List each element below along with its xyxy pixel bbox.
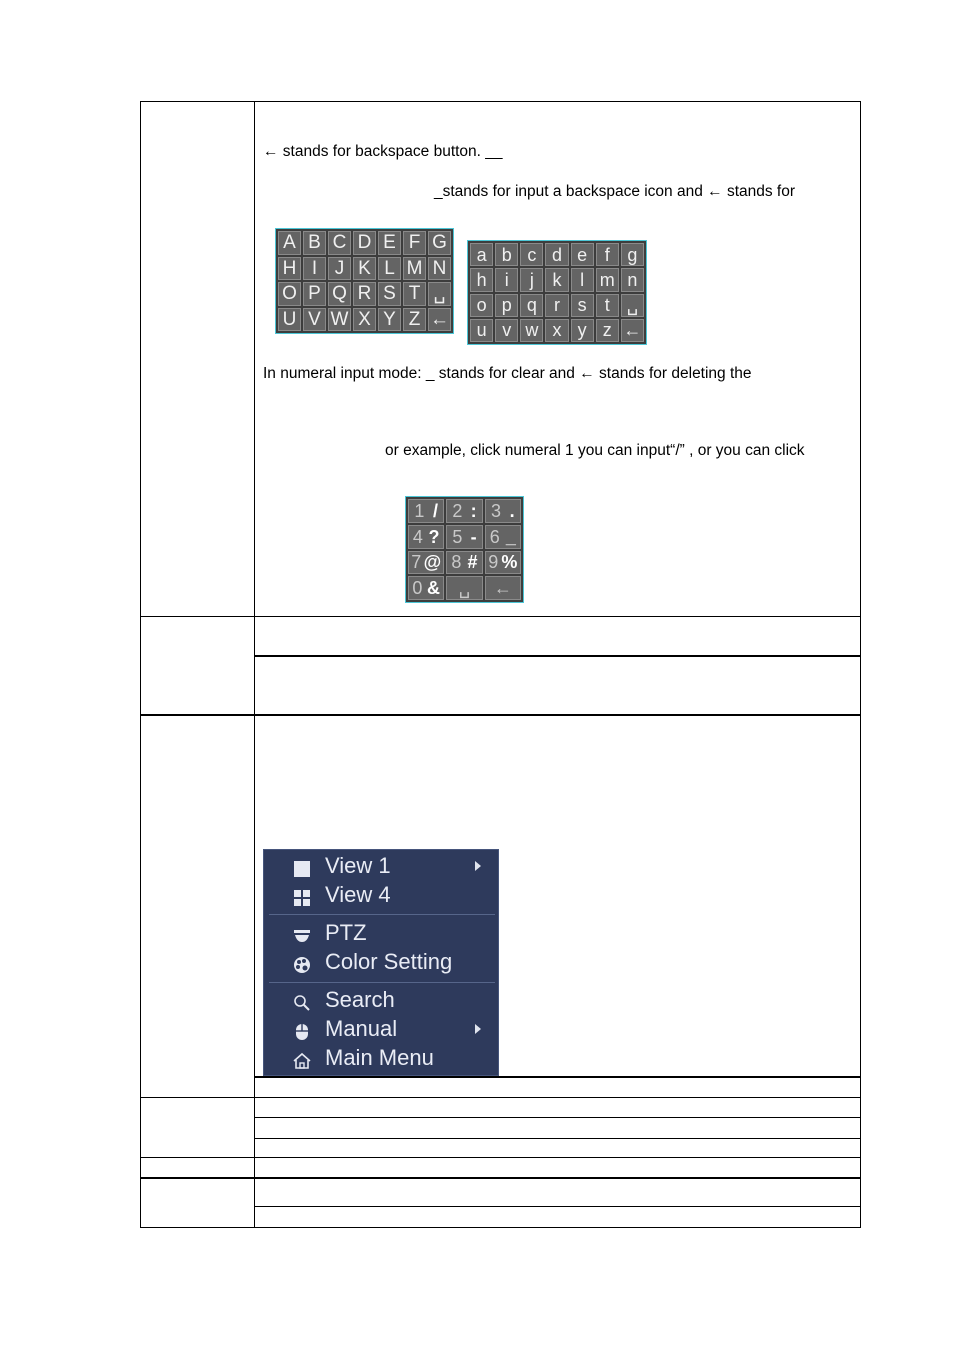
key-backspace[interactable] bbox=[485, 576, 521, 600]
key-secondary-char: @ bbox=[423, 552, 442, 573]
key-Z[interactable]: Z bbox=[403, 308, 426, 332]
menu-separator bbox=[269, 982, 495, 983]
key-n[interactable]: n bbox=[621, 268, 644, 291]
key-J[interactable]: J bbox=[328, 257, 351, 281]
key-o[interactable]: o bbox=[470, 294, 493, 317]
key-z[interactable]: z bbox=[596, 319, 619, 342]
key-W[interactable]: W bbox=[328, 308, 351, 332]
key-primary-char: ␣ bbox=[458, 578, 471, 599]
table-column-divider bbox=[254, 101, 255, 1228]
key-space[interactable]: ␣ bbox=[428, 282, 451, 306]
menu-item-label: View 4 bbox=[325, 882, 391, 907]
key-p[interactable]: p bbox=[495, 294, 518, 317]
key-6[interactable] bbox=[485, 525, 521, 549]
row-divider bbox=[254, 1206, 861, 1207]
key-primary-char: 6 bbox=[489, 526, 500, 547]
table-border-left bbox=[140, 101, 141, 1228]
key-q[interactable]: q bbox=[520, 294, 543, 317]
menu-item-ptz[interactable] bbox=[264, 919, 498, 947]
key-X[interactable]: X bbox=[353, 308, 376, 332]
key-l[interactable]: l bbox=[571, 268, 594, 291]
key-secondary-char: # bbox=[467, 552, 478, 573]
row-divider bbox=[140, 1097, 861, 1098]
key-a[interactable]: a bbox=[470, 243, 493, 266]
key-3[interactable] bbox=[485, 499, 521, 523]
home-icon bbox=[293, 1049, 311, 1067]
key-secondary-char: / bbox=[432, 500, 438, 521]
row-divider bbox=[140, 714, 861, 716]
key-r[interactable]: r bbox=[545, 294, 568, 317]
key-y[interactable]: y bbox=[571, 319, 594, 342]
numeral-example-text: or example, click numeral 1 you can input“/” , or you can click bbox=[385, 442, 805, 459]
menu-item-main-menu[interactable] bbox=[264, 1044, 498, 1072]
table-border-top bbox=[140, 101, 861, 102]
key-x[interactable]: x bbox=[545, 319, 568, 342]
key-5[interactable] bbox=[446, 525, 482, 549]
key-H[interactable]: H bbox=[278, 257, 301, 281]
key-secondary-char: & bbox=[427, 578, 440, 599]
key-U[interactable]: U bbox=[278, 308, 301, 332]
lowercase-keyboard bbox=[467, 240, 647, 345]
key-primary-char: 1 bbox=[414, 500, 425, 521]
menu-separator bbox=[269, 914, 495, 915]
context-menu bbox=[263, 849, 499, 1076]
search-icon bbox=[293, 991, 311, 1009]
key-N[interactable]: N bbox=[428, 257, 451, 281]
key-f[interactable]: f bbox=[596, 243, 619, 266]
key-Y[interactable]: Y bbox=[378, 308, 401, 332]
key-G[interactable]: G bbox=[428, 231, 451, 255]
menu-item-label: Color Setting bbox=[325, 949, 453, 974]
key-primary-char: 8 bbox=[451, 552, 462, 573]
key-primary-char: 2 bbox=[452, 500, 463, 521]
key-0[interactable] bbox=[408, 576, 444, 600]
key-C[interactable]: C bbox=[328, 231, 351, 255]
menu-item-manual[interactable] bbox=[264, 1015, 498, 1043]
key-2[interactable] bbox=[446, 499, 482, 523]
key-primary-char: 3 bbox=[490, 500, 501, 521]
key-8[interactable] bbox=[446, 551, 482, 575]
row-divider bbox=[140, 1157, 861, 1158]
key-m[interactable]: m bbox=[596, 268, 619, 291]
key-backspace[interactable]: ← bbox=[621, 319, 644, 342]
menu-item-label: PTZ bbox=[325, 920, 367, 945]
menu-item-label: Search bbox=[325, 987, 395, 1012]
menu-item-search[interactable] bbox=[264, 986, 498, 1014]
key-i[interactable]: i bbox=[495, 268, 518, 291]
key-j[interactable]: j bbox=[520, 268, 543, 291]
key-h[interactable]: h bbox=[470, 268, 493, 291]
menu-item-label: Manual bbox=[325, 1016, 398, 1041]
row-divider bbox=[140, 1177, 861, 1179]
key-T[interactable]: T bbox=[403, 282, 426, 306]
key-M[interactable]: M bbox=[403, 257, 426, 281]
key-O[interactable]: O bbox=[278, 282, 301, 306]
ptz-camera-icon bbox=[293, 924, 311, 942]
key-7[interactable] bbox=[408, 551, 444, 575]
backspace-description: ← stands for backspace button. __ bbox=[263, 143, 503, 160]
square-icon bbox=[293, 857, 311, 875]
key-e[interactable]: e bbox=[571, 243, 594, 266]
menu-item-view-1[interactable] bbox=[264, 852, 498, 880]
numeric-keyboard bbox=[405, 496, 524, 603]
space-icon-description: _stands for input a backspace icon and ← stands for bbox=[434, 183, 796, 200]
submenu-arrow-icon bbox=[475, 1024, 481, 1034]
key-t[interactable]: t bbox=[596, 294, 619, 317]
menu-item-label: View 1 bbox=[325, 853, 391, 878]
key-I[interactable]: I bbox=[303, 257, 326, 281]
row-divider bbox=[254, 1117, 861, 1118]
key-4[interactable] bbox=[408, 525, 444, 549]
menu-item-color-setting[interactable] bbox=[264, 948, 498, 976]
row-divider bbox=[254, 655, 861, 657]
key-space[interactable] bbox=[446, 576, 482, 600]
key-secondary-char: _ bbox=[505, 526, 516, 547]
key-d[interactable]: d bbox=[545, 243, 568, 266]
numeral-mode-description: In numeral input mode: _ stands for clear and ← stands for deleting the bbox=[263, 365, 752, 382]
key-space[interactable]: ␣ bbox=[621, 294, 644, 317]
key-secondary-char: % bbox=[501, 552, 518, 573]
key-primary-char: 7 bbox=[411, 552, 422, 573]
key-F[interactable]: F bbox=[403, 231, 426, 255]
grid-four-icon bbox=[293, 886, 311, 904]
key-Q[interactable]: Q bbox=[328, 282, 351, 306]
key-u[interactable]: u bbox=[470, 319, 493, 342]
key-b[interactable]: b bbox=[495, 243, 518, 266]
key-secondary-char: - bbox=[470, 526, 477, 547]
key-primary-char: 4 bbox=[412, 526, 423, 547]
key-c[interactable]: c bbox=[520, 243, 543, 266]
key-k[interactable]: k bbox=[545, 268, 568, 291]
menu-item-label: Main Menu bbox=[325, 1045, 434, 1070]
key-primary-char: 5 bbox=[452, 526, 463, 547]
key-1[interactable] bbox=[408, 499, 444, 523]
key-primary-char: 0 bbox=[412, 578, 423, 599]
table-border-bottom bbox=[140, 1227, 861, 1228]
key-9[interactable] bbox=[485, 551, 521, 575]
key-L[interactable]: L bbox=[378, 257, 401, 281]
key-R[interactable]: R bbox=[353, 282, 376, 306]
key-S[interactable]: S bbox=[378, 282, 401, 306]
key-P[interactable]: P bbox=[303, 282, 326, 306]
key-primary-char: 9 bbox=[488, 552, 499, 573]
key-backspace[interactable]: ← bbox=[430, 308, 449, 330]
key-E[interactable]: E bbox=[378, 231, 401, 255]
key-A[interactable]: A bbox=[278, 231, 301, 255]
key-g[interactable]: g bbox=[621, 243, 644, 266]
row-divider bbox=[140, 616, 861, 617]
key-secondary-char: : bbox=[470, 500, 477, 521]
key-v[interactable]: v bbox=[495, 319, 518, 342]
table-border-right bbox=[860, 101, 861, 1228]
menu-item-view-4[interactable] bbox=[264, 881, 498, 909]
key-s[interactable]: s bbox=[571, 294, 594, 317]
row-divider bbox=[254, 1138, 861, 1139]
key-V[interactable]: V bbox=[303, 308, 326, 332]
key-primary-char: ← bbox=[493, 578, 512, 599]
key-secondary-char: . bbox=[509, 500, 515, 521]
mouse-icon bbox=[293, 1020, 311, 1038]
row-divider bbox=[254, 1076, 861, 1078]
key-w[interactable]: w bbox=[520, 319, 543, 342]
key-B[interactable]: B bbox=[303, 231, 326, 255]
uppercase-keyboard bbox=[275, 228, 454, 334]
key-secondary-char: ? bbox=[428, 526, 440, 547]
palette-icon bbox=[293, 953, 311, 971]
key-K[interactable]: K bbox=[353, 257, 376, 281]
submenu-arrow-icon bbox=[475, 861, 481, 871]
key-D[interactable]: D bbox=[353, 231, 376, 255]
